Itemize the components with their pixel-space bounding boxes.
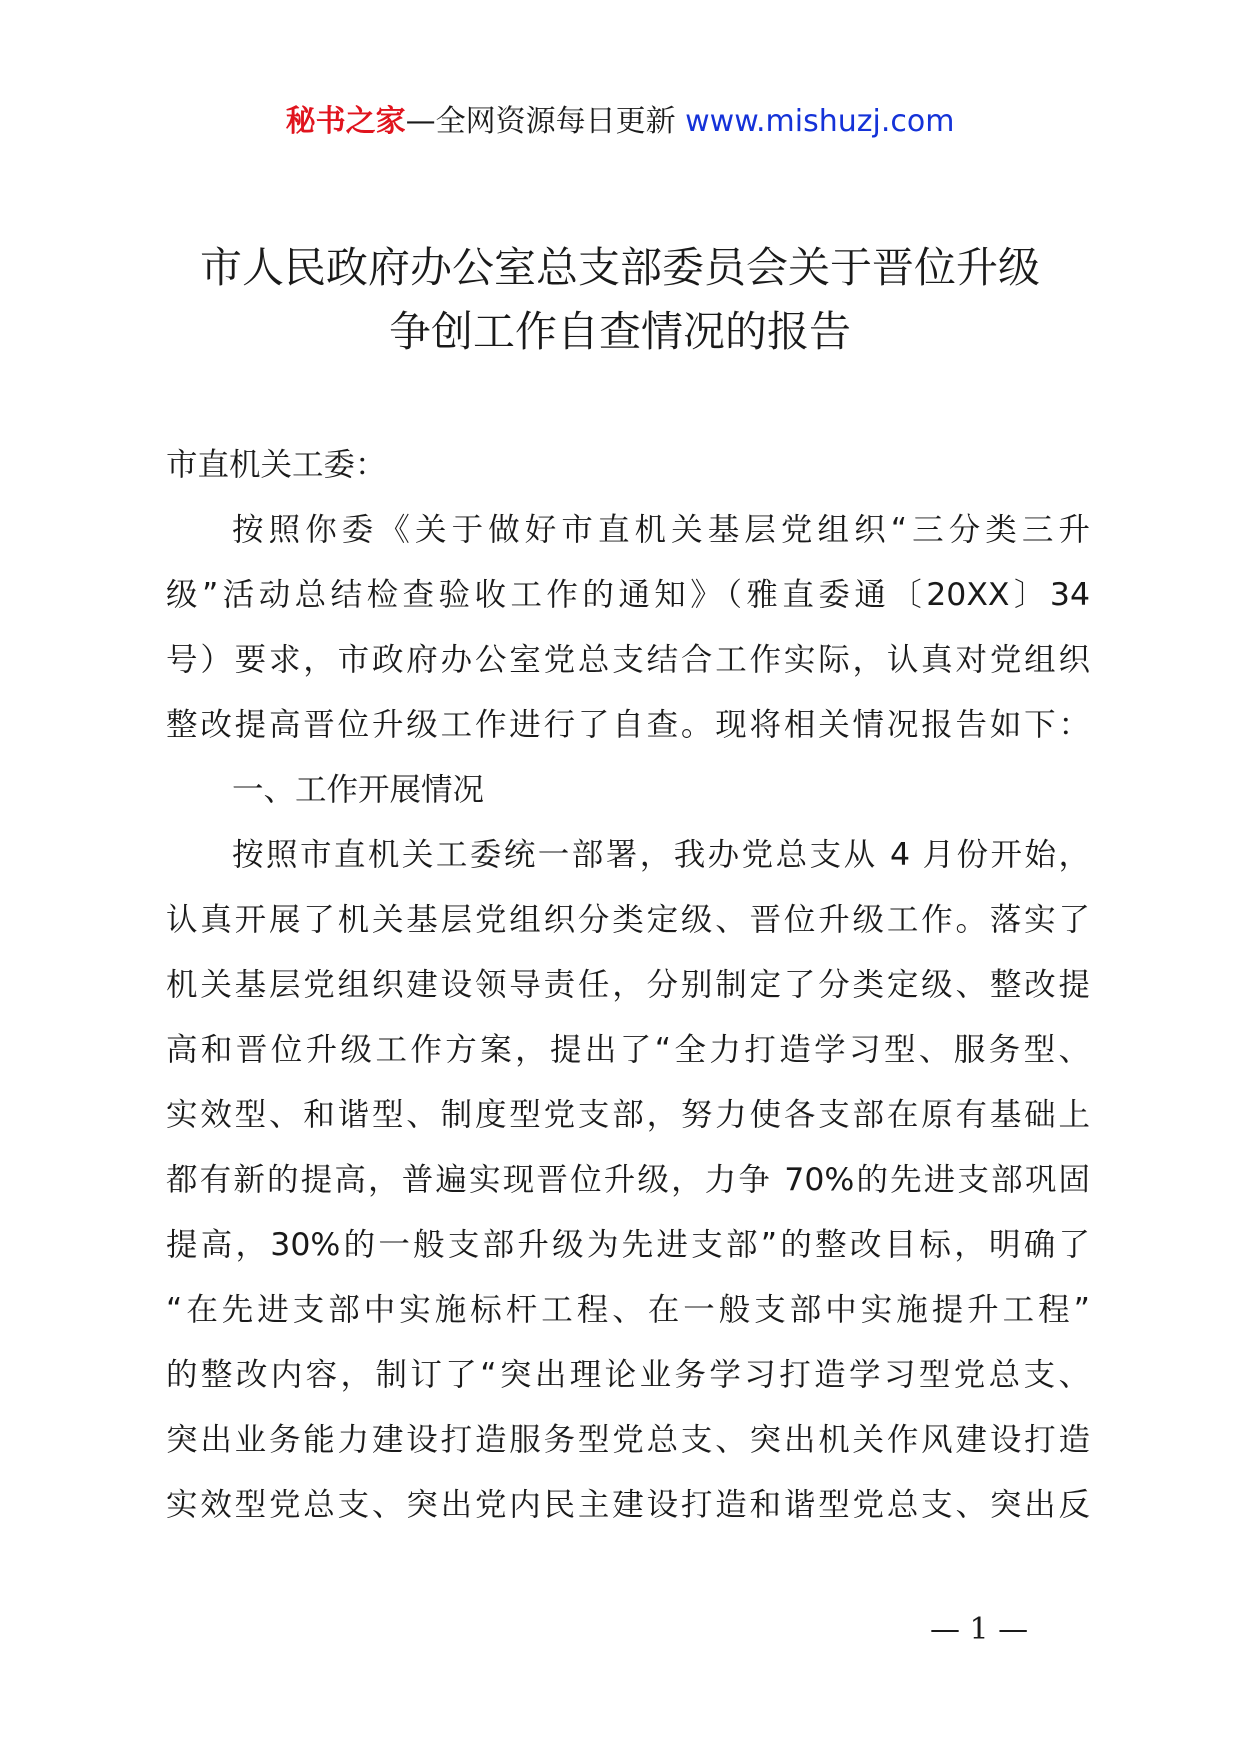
body-line: 认真开展了机关基层党组织分类定级、晋位升级工作。落实了	[166, 902, 1090, 938]
document-title-line: 市人民政府办公室总支部委员会关于晋位升级	[199, 243, 1040, 292]
body-line: 号）要求，市政府办公室党总支结合工作实际，认真对党组织	[166, 642, 1090, 678]
page-number: — 1 —	[930, 1612, 1029, 1647]
body-line: 都有新的提高，普遍实现晋位升级，力争 70%的先进支部巩固	[166, 1162, 1090, 1198]
section-heading: 一、工作开展情况	[232, 772, 485, 808]
document-title	[150, 236, 1090, 364]
body-line: 突出业务能力建设打造服务型党总支、突出机关作风建设打造	[166, 1422, 1090, 1458]
body-line: 的整改内容，制订了“突出理论业务学习打造学习型党总支、	[166, 1357, 1090, 1393]
body-line: 实效型党总支、突出党内民主建设打造和谐型党总支、突出反	[166, 1487, 1090, 1523]
body-line: 机关基层党组织建设领导责任，分别制定了分类定级、整改提	[166, 967, 1090, 1003]
site-header	[0, 100, 1240, 144]
body-line: 实效型、和谐型、制度型党支部，努力使各支部在原有基础上	[166, 1097, 1090, 1133]
body-line: 级”活动总结检查验收工作的通知》（雅直委通〔20XX〕34	[166, 577, 1090, 613]
document-title-line: 争创工作自查情况的报告	[388, 307, 851, 356]
body-line: “在先进支部中实施标杆工程、在一般支部中实施提升工程”	[166, 1292, 1090, 1328]
header-tagline: —全网资源每日更新	[405, 104, 676, 139]
body-line: 提高，30%的一般支部升级为先进支部”的整改目标，明确了	[166, 1227, 1090, 1263]
brand-name: 秘书之家	[285, 104, 406, 139]
site-url-link[interactable]: www.mishuzj.com	[685, 104, 955, 139]
document-body	[166, 433, 1090, 1538]
body-line: 高和晋位升级工作方案，提出了“全力打造学习型、服务型、	[166, 1032, 1090, 1068]
salutation: 市直机关工委：	[166, 447, 387, 483]
body-line: 整改提高晋位升级工作进行了自查。现将相关情况报告如下：	[166, 707, 1090, 743]
body-line: 按照你委《关于做好市直机关基层党组织“三分类三升	[232, 512, 1090, 548]
body-line: 按照市直机关工委统一部署，我办党总支从 4 月份开始，	[232, 837, 1090, 873]
